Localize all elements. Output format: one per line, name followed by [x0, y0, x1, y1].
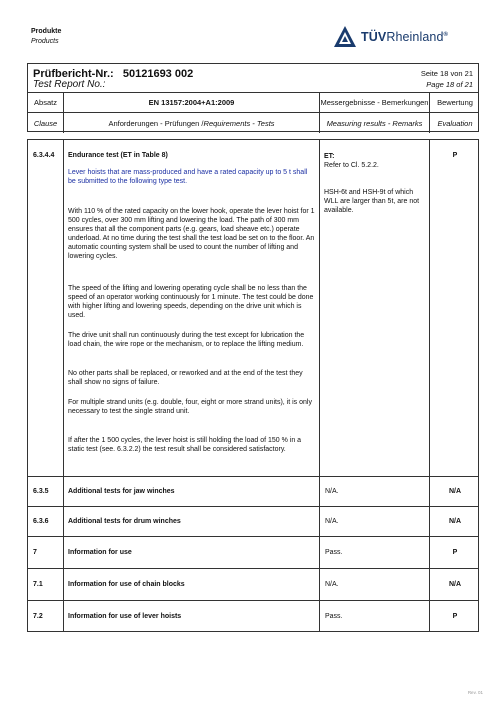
brand-name-bold: TÜV [361, 30, 387, 44]
report-number-value: 50121693 002 [122, 68, 194, 80]
brand-reg-mark: ® [443, 31, 449, 38]
column-header-row-en [28, 113, 478, 133]
col-results-header-en: Measuring results - Remarks [320, 113, 430, 133]
requirement-title: Endurance test (ET in Table 8) [68, 152, 168, 159]
verdict: N/A [448, 488, 462, 495]
result-text: N/A. [325, 581, 339, 588]
clause-number: 7.1 [33, 581, 43, 588]
brand-name [361, 30, 448, 44]
col-eval-header-en: Evaluation [437, 118, 473, 128]
category-label: Produkte [31, 28, 62, 35]
report-number-label-en: Test Report No.: [33, 79, 106, 90]
clause-number: 7.2 [33, 613, 43, 620]
requirement-title: Information for use of chain blocks [68, 581, 185, 588]
verdict: N/A [448, 581, 462, 588]
verdict: P [452, 549, 458, 556]
clause-number: 7 [33, 549, 37, 556]
verdict: P [452, 152, 458, 159]
verdict: N/A [448, 518, 462, 525]
requirement-paragraph: The speed of the lifting and lowering operating cycle shall be no less than the speed of an operator working continuously for 1 minute. The test could be done with higher lifting and lowering speeds, depending on the drive unit which is used. [68, 285, 314, 319]
requirement-intro: Lever hoists that are mass-produced and have a rated capacity up to 5 t shall be submitted to the following type test. [68, 169, 308, 185]
col-clause-header-en: Clause [28, 113, 64, 133]
result-label: ET: [324, 153, 335, 160]
tuv-triangle-icon [333, 25, 357, 49]
requirement-title: Additional tests for drum winches [68, 518, 181, 525]
table-row [28, 537, 478, 569]
table-row [28, 477, 478, 507]
col-requirements-header [64, 113, 320, 133]
col-standard-header: EN 13157:2004+A1:2009 [64, 93, 320, 112]
col-requirements-de: Anforderungen - Prüfungen / [108, 118, 204, 128]
col-clause-header: Absatz [28, 93, 64, 112]
result-text: N/A. [325, 518, 339, 525]
col-eval-header: Bewertung [437, 98, 473, 107]
requirement-title: Additional tests for jaw winches [68, 488, 175, 495]
column-header-row [28, 93, 478, 113]
revision-label: Rev. 01 [467, 690, 483, 695]
page-indicator-en: Page 18 of 21 [426, 80, 473, 89]
col-requirements-en: Requirements - Tests [203, 118, 275, 128]
requirement-paragraph: With 110 % of the rated capacity on the lower hook, operate the lever hoist for 1 500 cycles, over 300 mm lifting and lowering the load. The path of 300 mm ensures that all the component parts (e.g. gears, load sheave etc.) operate underload. At no time during the test shall the test load be set on to the floor. An automatic counting system shall be used to count the number of lifting and lowering cycles. [68, 208, 315, 260]
table-row [28, 569, 478, 601]
tuv-logo [333, 22, 483, 52]
table-row [28, 507, 478, 537]
col-results-header: Messergebnisse - Bemerkungen [320, 93, 430, 112]
report-number-label: Prüfbericht-Nr.: [33, 68, 114, 80]
table-row [28, 601, 478, 631]
requirement-paragraph: No other parts shall be replaced, or reworked and at the end of the test they shall show no signs of failure. [68, 370, 303, 386]
test-table [27, 139, 479, 632]
requirement-paragraph: The drive unit shall run continuously during the test except for lubrication the load chain, the wire rope or the mechanism, or to replace the lifting medium. [68, 332, 305, 348]
category-label-en: Products [31, 38, 59, 45]
result-reference: Refer to Cl. 5.2.2. [324, 162, 379, 169]
result-text: N/A. [325, 488, 339, 495]
clause-number: 6.3.6 [33, 518, 49, 525]
requirement-title: Information for use [68, 549, 132, 556]
verdict: P [452, 613, 458, 620]
table-row [28, 140, 478, 477]
clause-number: 6.3.5 [33, 488, 49, 495]
clause-number: 6.3.4.4 [33, 152, 55, 159]
page-indicator: Seite 18 von 21 [420, 69, 473, 78]
result-text: Pass. [325, 549, 343, 556]
requirement-title: Information for use of lever hoists [68, 613, 182, 620]
result-note: HSH-6t and HSH-9t of which WLL are larger than 5t, are not available. [324, 189, 420, 214]
brand-name-light: Rheinland [386, 30, 444, 44]
requirement-paragraph: For multiple strand units (e.g. double, four, eight or more strand units), it is only necessary to test the single strand unit. [68, 399, 312, 415]
requirement-paragraph: If after the 1 500 cycles, the lever hoist is still holding the load of 150 % in a static test (see. 6.3.2.2) the test result shall be considered satisfactory. [68, 437, 302, 453]
result-text: Pass. [325, 613, 343, 620]
report-header-box [27, 63, 479, 132]
